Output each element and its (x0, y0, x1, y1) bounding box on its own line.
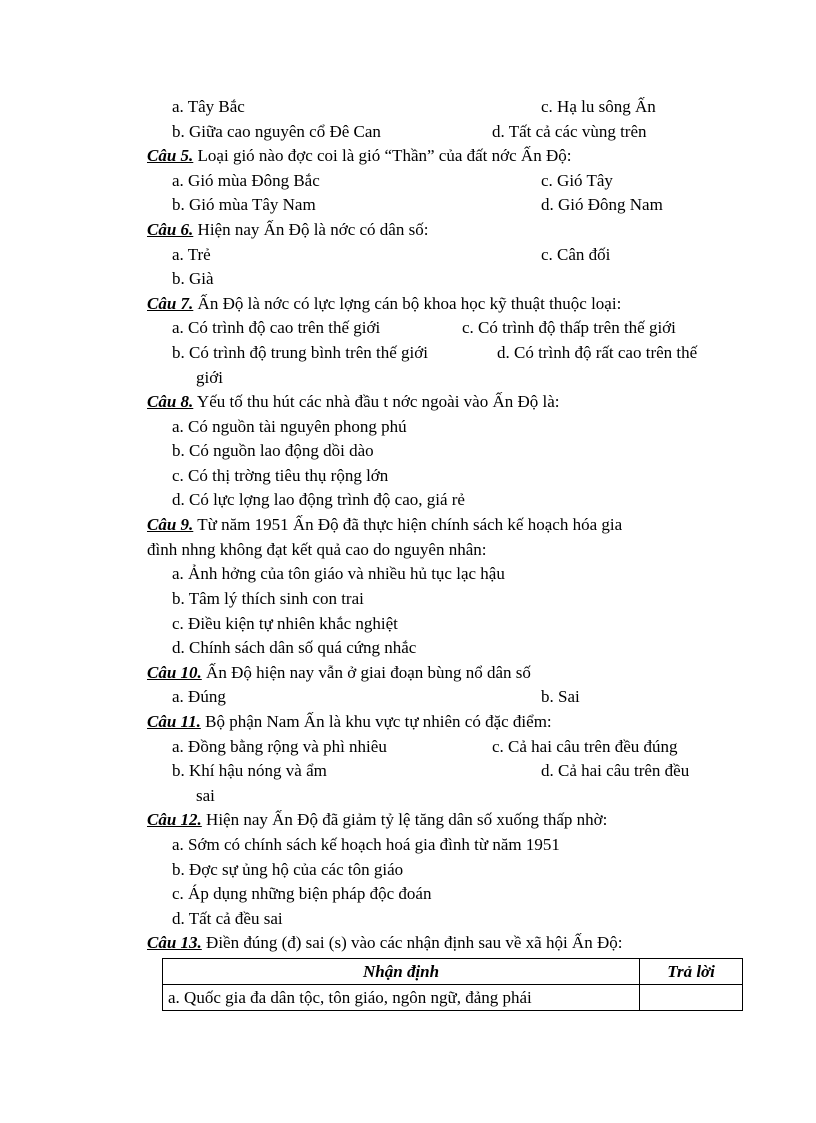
question-8-text: Yếu tố thu hút các nhà đầu t nớc ngoài vào Ấn Độ là: (193, 392, 560, 411)
question-6-text: Hiện nay Ấn Độ là nớc có dân số: (193, 220, 429, 239)
question-7-label: Câu 7. (147, 294, 194, 313)
q4-option-b: b. Giữa cao nguyên cổ Đê Can (172, 122, 381, 141)
q7-option-d: d. Có trình độ rất cao trên thế (497, 343, 698, 362)
question-11-label: Câu 11. (147, 712, 201, 731)
q10-option-b: b. Sai (541, 687, 580, 706)
q12-option-c: c. Áp dụng những biện pháp độc đoán (172, 884, 432, 903)
q9-option-d: d. Chính sách dân số quá cứng nhắc (172, 638, 417, 657)
q11-option-d: d. Cả hai câu trên đều (541, 761, 690, 780)
question-9 (147, 515, 622, 535)
q7-option-b: b. Có trình độ trung bình trên thế giới (172, 343, 428, 362)
question-6 (147, 220, 428, 240)
table-header-statement: Nhận định (163, 959, 640, 985)
table-header-row (163, 959, 743, 985)
question-13 (147, 933, 622, 953)
q7-option-d-continued: giới (196, 368, 223, 387)
q11-option-b: b. Khí hậu nóng và ẩm (172, 761, 327, 780)
answer-table (162, 958, 743, 1011)
question-9-text: Từ năm 1951 Ấn Độ đã thực hiện chính sách kế hoạch hóa gia (193, 515, 623, 534)
question-7-text: Ấn Độ là nớc có lực lợng cán bộ khoa học kỹ thuật thuộc loại: (193, 294, 622, 313)
table-cell-statement: a. Quốc gia đa dân tộc, tôn giáo, ngôn ngữ, đảng phái (163, 985, 640, 1011)
q7-option-c: c. Có trình độ thấp trên thế giới (462, 318, 676, 337)
table-header-answer: Trả lời (640, 959, 743, 985)
table-row (163, 985, 743, 1011)
q12-option-a: a. Sớm có chính sách kế hoạch hoá gia đình từ năm 1951 (172, 835, 560, 854)
table-cell-answer[interactable] (640, 985, 743, 1011)
question-5 (147, 146, 571, 166)
question-8-label: Câu 8. (147, 392, 194, 411)
q4-option-c: c. Hạ lu sông Ấn (541, 97, 656, 116)
question-12-text: Hiện nay Ấn Độ đã giảm tỷ lệ tăng dân số xuống thấp nhờ: (201, 810, 608, 829)
q9-option-a: a. Ảnh hởng của tôn giáo và nhiều hủ tục lạc hậu (172, 564, 505, 583)
q8-option-c: c. Có thị trờng tiêu thụ rộng lớn (172, 466, 389, 485)
question-13-text: Điền đúng (đ) sai (s) vào các nhận định sau về xã hội Ấn Độ: (201, 933, 623, 952)
q7-option-a: a. Có trình độ cao trên thế giới (172, 318, 381, 337)
question-11-text: Bộ phận Nam Ấn là khu vực tự nhiên có đặc điểm: (200, 712, 552, 731)
question-6-label: Câu 6. (147, 220, 194, 239)
question-12-label: Câu 12. (147, 810, 202, 829)
q9-option-c: c. Điều kiện tự nhiên khắc nghiệt (172, 614, 398, 633)
q6-option-a: a. Trẻ (172, 245, 211, 264)
q5-option-a: a. Gió mùa Đông Bắc (172, 171, 320, 190)
q5-option-c: c. Gió Tây (541, 171, 613, 190)
question-5-text: Loại gió nào đợc coi là gió “Thần” của đất nớc Ấn Độ: (193, 146, 572, 165)
q8-option-a: a. Có nguồn tài nguyên phong phú (172, 417, 407, 436)
question-13-label: Câu 13. (147, 933, 202, 952)
question-7 (147, 294, 621, 314)
q8-option-d: d. Có lực lợng lao động trình độ cao, giá rẻ (172, 490, 465, 509)
q10-option-a: a. Đúng (172, 687, 226, 706)
q11-option-c: c. Cả hai câu trên đều đúng (492, 737, 678, 756)
question-9-text-line-2: đình nhng không đạt kết quả cao do nguyên nhân: (147, 540, 487, 559)
q5-option-d: d. Gió Đông Nam (541, 195, 663, 214)
q6-option-c: c. Cân đối (541, 245, 611, 264)
q11-option-d-continued: sai (196, 786, 215, 805)
question-10-label: Câu 10. (147, 663, 202, 682)
q8-option-b: b. Có nguồn lao động dồi dào (172, 441, 374, 460)
question-9-label: Câu 9. (147, 515, 194, 534)
q12-option-b: b. Đợc sự ủng hộ của các tôn giáo (172, 860, 404, 879)
q4-option-d: d. Tất cả các vùng trên (492, 122, 647, 141)
q12-option-d: d. Tất cả đều sai (172, 909, 283, 928)
question-11 (147, 712, 552, 732)
q11-option-a: a. Đồng bằng rộng và phì nhiêu (172, 737, 387, 756)
q4-option-a: a. Tây Bắc (172, 97, 245, 116)
question-10 (147, 663, 531, 683)
question-5-label: Câu 5. (147, 146, 194, 165)
q6-option-b: b. Già (172, 269, 214, 288)
q5-option-b: b. Gió mùa Tây Nam (172, 195, 316, 214)
question-8 (147, 392, 560, 412)
q9-option-b: b. Tâm lý thích sinh con trai (172, 589, 364, 608)
question-12 (147, 810, 607, 830)
question-10-text: Ấn Độ hiện nay vẫn ở giai đoạn bùng nổ dân số (201, 663, 531, 682)
